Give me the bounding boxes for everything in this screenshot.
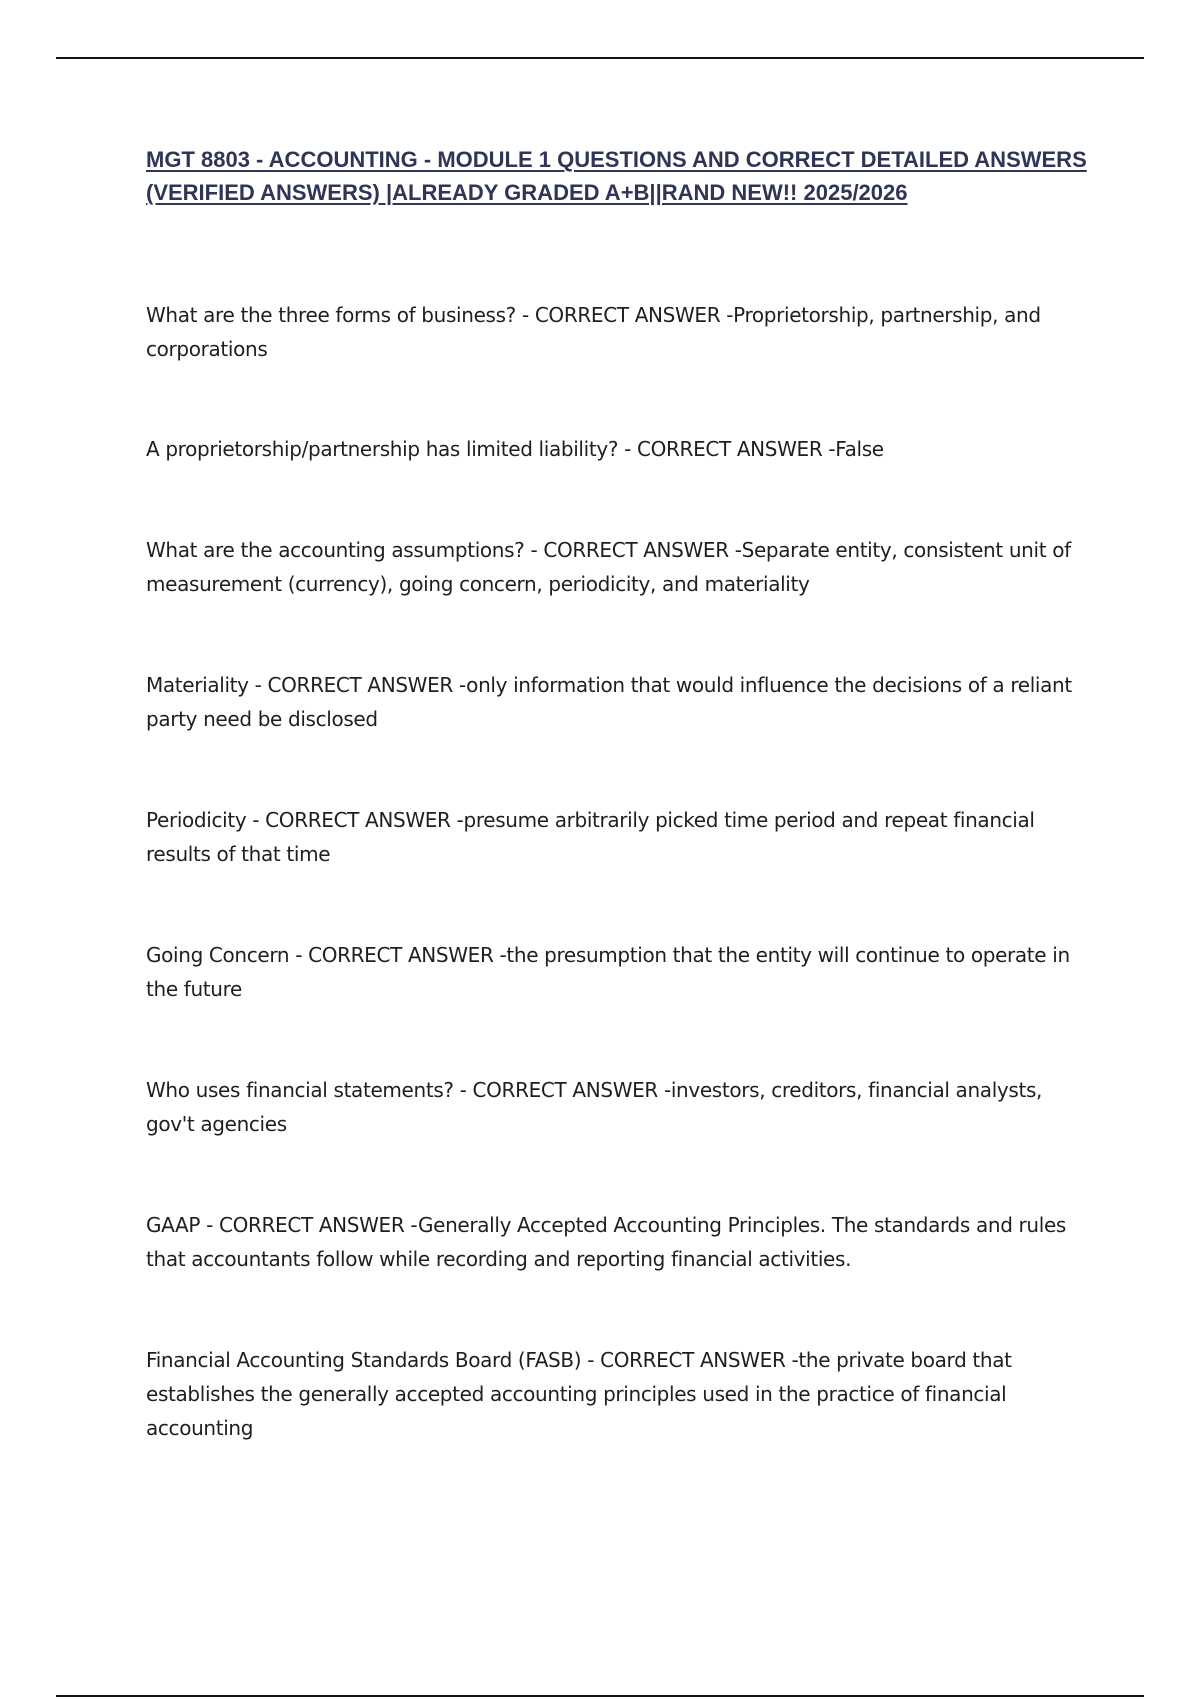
document-body — [146, 143, 1096, 1440]
qa-item: What are the three forms of business? - CORRECT ANSWER -Proprietorship, partnership, and corporations — [146, 303, 1041, 361]
qa-item: Going Concern - CORRECT ANSWER -the presumption that the entity will continue to operate in the future — [146, 943, 1070, 1001]
qa-item: GAAP - CORRECT ANSWER -Generally Accepted Accounting Principles. The standards and rules that accountants follow while recording and reporting financial activities. — [146, 1213, 1066, 1271]
page-top-rule — [56, 57, 1144, 59]
document-title-text: MGT 8803 - ACCOUNTING - MODULE 1 QUESTIONS AND CORRECT DETAILED ANSWERS (VERIFIED ANSWERS) |ALREADY GRADED A+B||RAND NEW!! 2025/2026 — [146, 147, 1087, 205]
qa-item: Who uses financial statements? - CORRECT ANSWER -investors, creditors, financial analysts, gov't agencies — [146, 1078, 1043, 1136]
qa-item: Periodicity - CORRECT ANSWER -presume arbitrarily picked time period and repeat financial results of that time — [146, 808, 1035, 866]
qa-item: A proprietorship/partnership has limited liability? - CORRECT ANSWER -False — [146, 437, 884, 461]
qa-item: Materiality - CORRECT ANSWER -only information that would influence the decisions of a reliant party need be disclosed — [146, 673, 1072, 731]
qa-item: Financial Accounting Standards Board (FASB) - CORRECT ANSWER -the private board that establishes the generally accepted accounting principles used in the practice of financial accounting — [146, 1348, 1012, 1440]
qa-item: What are the accounting assumptions? - CORRECT ANSWER -Separate entity, consistent unit of measurement (currency), going concern, periodicity, and materiality — [146, 538, 1071, 596]
document-title — [146, 143, 1096, 209]
page-bottom-rule — [56, 1695, 1144, 1697]
